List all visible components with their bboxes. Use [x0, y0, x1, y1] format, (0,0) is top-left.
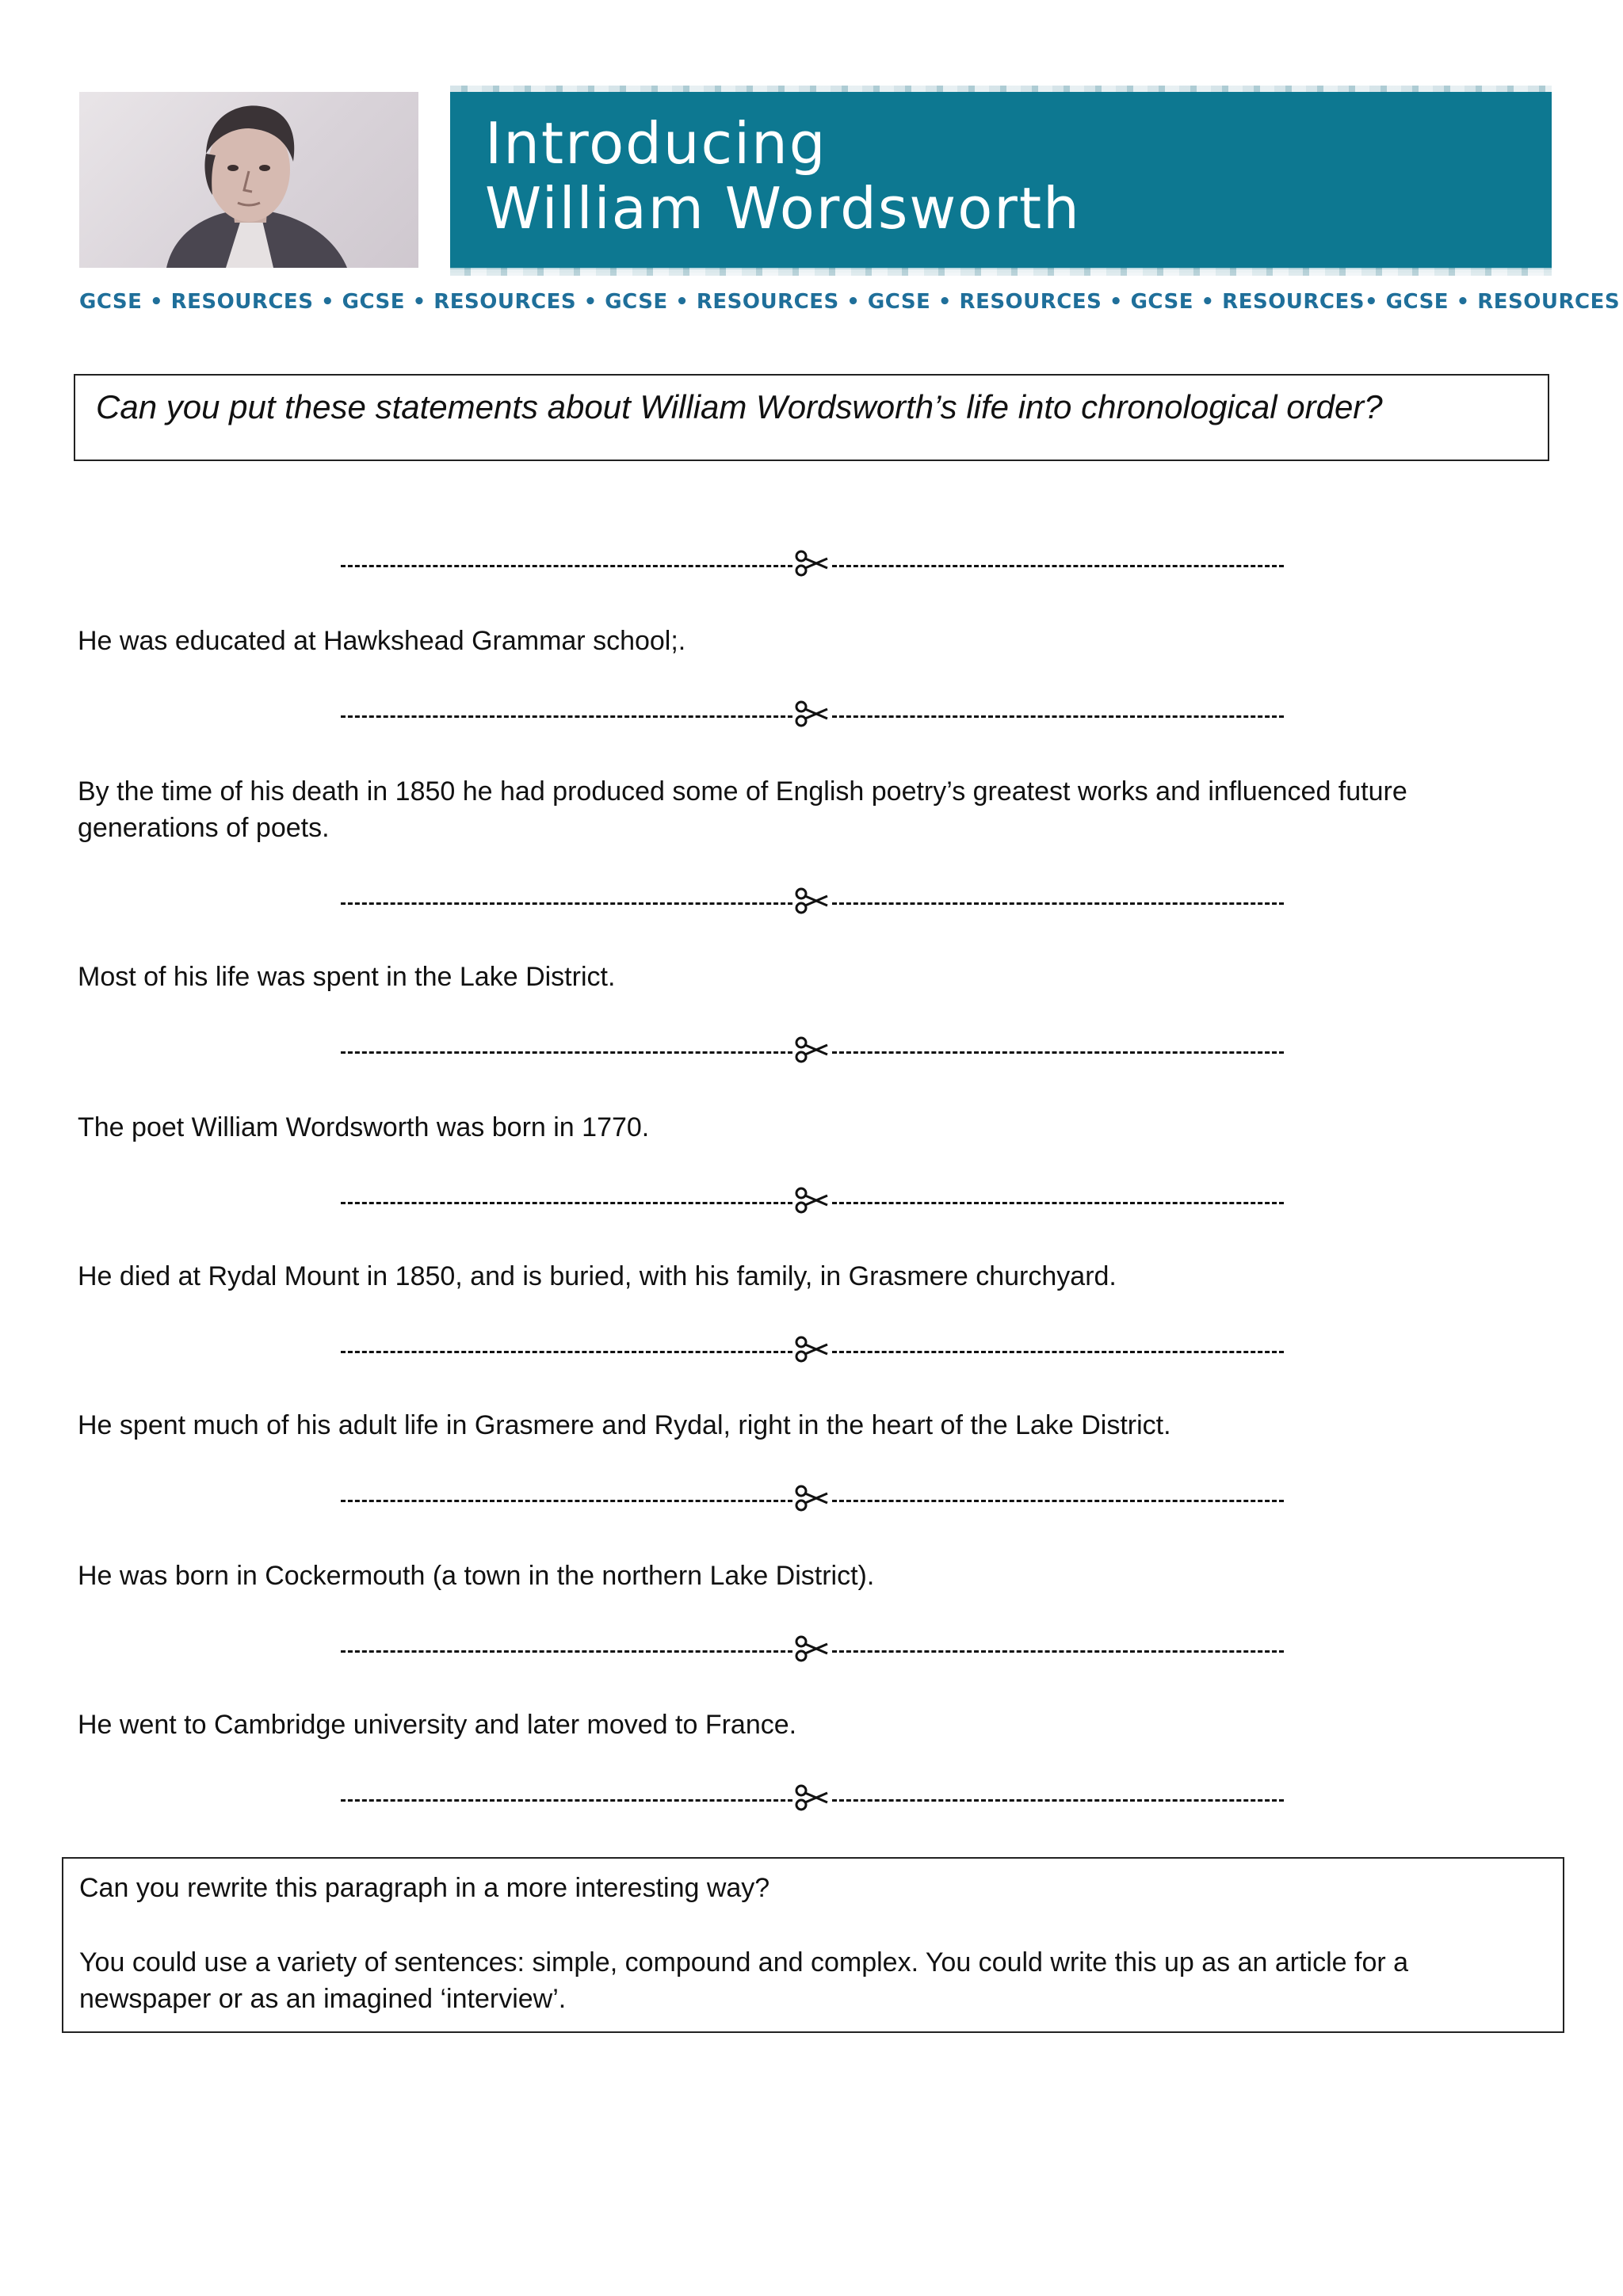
cut-line [341, 1643, 1284, 1659]
cut-line [341, 558, 1284, 574]
statement-8[interactable]: He went to Cambridge university and later moved to France. [78, 1710, 797, 1740]
cut-line [341, 708, 1284, 724]
scissors-icon [794, 1331, 831, 1367]
banner-torn-edge-bottom [450, 268, 1552, 276]
statement-2[interactable]: By the time of his death in 1850 he had produced some of English poetry’s greatest works and influenced future generations of poets. [78, 776, 1407, 843]
scissors-icon [794, 696, 831, 732]
task-prompt: Can you rewrite this paragraph in a more interesting way? [79, 1873, 770, 1903]
cut-line [341, 1493, 1284, 1508]
statement-5[interactable]: He died at Rydal Mount in 1850, and is buried, with his family, in Grasmere churchyard. [78, 1261, 1117, 1291]
cut-line [341, 895, 1284, 911]
portrait-image [79, 92, 418, 268]
question-box [74, 374, 1549, 461]
resources-strip: GCSE • RESOURCES • GCSE • RESOURCES • GCSE • RESOURCES • GCSE • RESOURCES • GCSE • RESOURCES• GCSE • RESOURCES [79, 290, 1621, 314]
statement-3[interactable]: Most of his life was spent in the Lake District. [78, 962, 616, 992]
page-title-line-1: Introducing [485, 110, 827, 177]
cut-line [341, 1344, 1284, 1360]
scissors-icon [794, 1630, 831, 1667]
cut-line [341, 1792, 1284, 1808]
cut-line [341, 1044, 1284, 1060]
task-instructions: You could use a variety of sentences: simple, compound and complex. You could write this up as an article for a newspaper or as an imagined ‘interview’. [79, 1947, 1409, 2014]
page-title [485, 111, 1081, 241]
scissors-icon [794, 545, 831, 582]
statement-7[interactable]: He was born in Cockermouth (a town in the northern Lake District). [78, 1561, 875, 1591]
scissors-icon [794, 1182, 831, 1219]
scissors-icon [794, 1779, 831, 1816]
statement-1[interactable]: He was educated at Hawkshead Grammar school;. [78, 626, 686, 656]
page-title-line-2: William Wordsworth [485, 175, 1081, 242]
statement-4[interactable]: The poet William Wordsworth was born in 1770. [78, 1112, 650, 1142]
question-text: Can you put these statements about William Wordsworth’s life into chronological order? [96, 388, 1383, 425]
scissors-icon [794, 1032, 831, 1068]
scissors-icon [794, 1480, 831, 1516]
scissors-icon [794, 883, 831, 919]
task-box [62, 1857, 1564, 2033]
cut-line [341, 1195, 1284, 1211]
statement-6[interactable]: He spent much of his adult life in Grasmere and Rydal, right in the heart of the Lake District. [78, 1410, 1171, 1440]
portrait-engraving-icon [79, 92, 418, 268]
